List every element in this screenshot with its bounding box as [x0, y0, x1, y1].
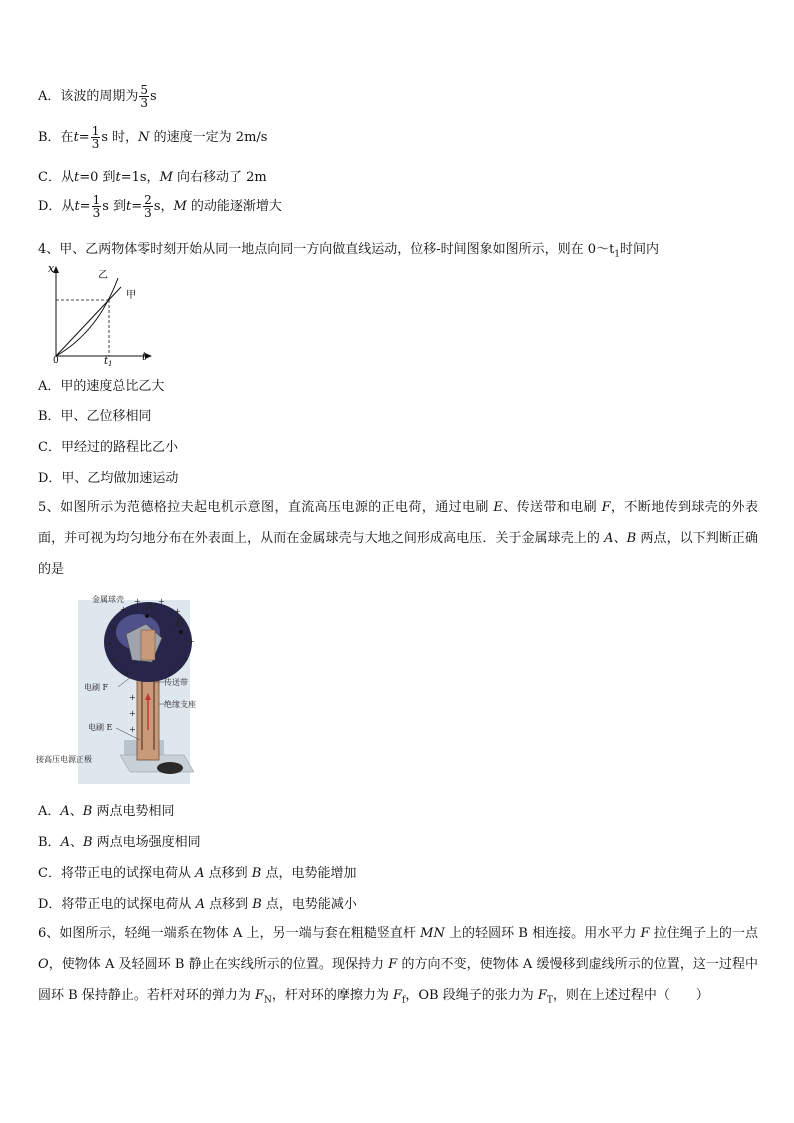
q4-option-d: D．甲、乙均做加速运动 — [38, 471, 179, 486]
fraction: $\frac{5}{3}$ — [140, 83, 149, 110]
q3-option-c: C．从t=0 到t=1s，M 向右移动了 2m — [38, 170, 267, 185]
svg-text:+: + — [174, 607, 181, 616]
svg-text:+: + — [166, 669, 173, 678]
svg-text:+: + — [129, 709, 136, 718]
q5-option-a: A．A、B 两点电势相同 — [38, 804, 175, 819]
label-brush-f: 电刷 F — [84, 683, 109, 692]
q3-option-b: B．在t= $\frac{1}{3}$ s 时，N 的速度一定为 2m/s — [38, 124, 268, 151]
q5-option-b: B．A、B 两点电场强度相同 — [38, 835, 201, 850]
label-shell: 金属球壳 — [92, 595, 124, 604]
svg-text:+: + — [129, 693, 136, 702]
q6-stem: 6、如图所示，轻绳一端系在物体 A 上，另一端与套在粗糙竖直杆 MN 上的轻圆环 B 相连接。用水平力 F 拉住绳子上的一点 O，使物体 A 及轻圆环 B 静止在实线所示的位置。现保持力 F 的方向不变，使物体 A 缓慢移到虚线所示的位置，这一过程中圆环 B 保持静止。若杆对环的弹力为 $F_N$，杆对环的摩擦力为 $F_f$，OB 段绳子的张力为 $F_T$，则在上述过程中（ ） — [38, 926, 758, 1006]
point-b-dot — [179, 630, 183, 634]
q5-van-de-graaff-figure — [34, 590, 194, 786]
q4-stem: 4、甲、乙两物体零时刻开始从同一地点向同一方向做直线运动，位移-时间图象如图所示，则在 $0\sim t_1$时间内 — [38, 242, 660, 260]
label-support: 绝缘支座 — [164, 700, 196, 709]
svg-text:+: + — [129, 725, 136, 734]
label-belt: 传送带 — [164, 678, 188, 687]
svg-text:+: + — [188, 637, 195, 646]
svg-text:+: + — [110, 655, 117, 664]
origin-label: 0 — [53, 356, 59, 366]
x-axis-label: t — [142, 350, 147, 363]
q3-option-a: A．该波的周期为 $\frac{5}{3}$ s — [38, 83, 157, 110]
svg-text:+: + — [182, 655, 189, 664]
q4-xt-graph — [36, 262, 156, 366]
q5-option-c: C．将带正电的试探电荷从 A 点移到 B 点，电势能增加 — [38, 866, 357, 881]
q3-option-d: D．从t= $\frac{1}{3}$ s 到t= $\frac{2}{3}$ s，M 的动能逐渐增大 — [38, 193, 282, 220]
q4-option-a: A．甲的速度总比乙大 — [38, 379, 165, 394]
label-jia: 甲 — [126, 290, 136, 301]
t1-label: $t_1$ — [104, 356, 113, 368]
svg-text:+: + — [124, 669, 131, 678]
point-a-dot — [145, 614, 149, 618]
fraction: $\frac{1}{3}$ — [92, 193, 101, 220]
label-source: 接高压电源正极 — [36, 755, 92, 764]
label-a: A — [146, 600, 154, 613]
svg-text:+: + — [106, 639, 113, 648]
svg-text:+: + — [110, 623, 117, 632]
upper-roller — [141, 630, 155, 660]
foot-knob — [157, 762, 183, 774]
svg-text:+: + — [120, 605, 127, 614]
label-brush-e: 电刷 E — [88, 723, 113, 732]
svg-text:+: + — [134, 597, 141, 606]
line-jia — [56, 287, 121, 356]
q5-stem: 5、如图所示为范德格拉夫起电机示意图，直流高压电源的正电荷，通过电刷 E、传送带和电刷 F，不断地传到球壳的外表面，并可视为均匀地分布在外表面上，从而在金属球壳与大地之间形成高电压．关于金属球壳上的 A、B 两点，以下判断正确的是 — [38, 500, 758, 577]
label-b: B — [176, 616, 185, 629]
y-axis-label: x — [48, 262, 55, 275]
fraction: $\frac{1}{3}$ — [91, 124, 100, 151]
label-yi: 乙 — [98, 270, 108, 281]
q5-option-d: D．将带正电的试探电荷从 A 点移到 B 点，电势能减小 — [38, 897, 357, 912]
q4-option-b: B．甲、乙位移相同 — [38, 409, 152, 424]
fraction: $\frac{2}{3}$ — [144, 193, 152, 220]
svg-text:+: + — [158, 597, 165, 606]
q4-option-c: C．甲经过的路程比乙小 — [38, 440, 178, 455]
